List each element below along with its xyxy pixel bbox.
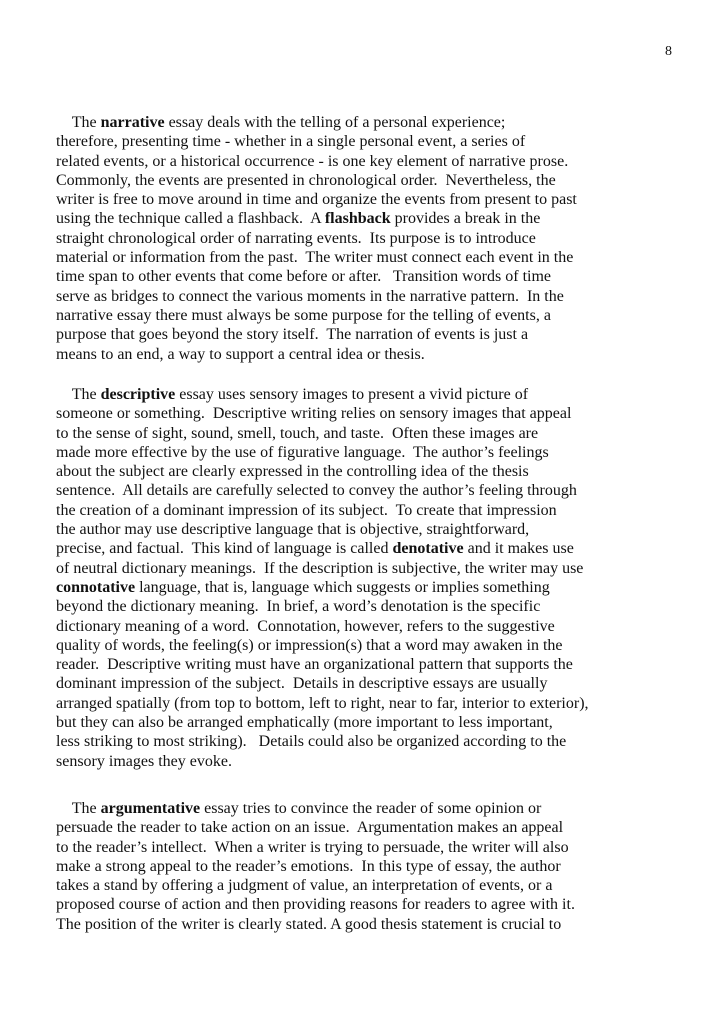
text-run: writer is free to move around in time and organize the events from present to past bbox=[56, 191, 577, 209]
text-run: therefore, presenting time - whether in a single personal event, a series of bbox=[56, 133, 526, 151]
text-line bbox=[56, 674, 589, 693]
text-line bbox=[56, 404, 589, 423]
text-run: The bbox=[56, 800, 101, 817]
text-line bbox=[56, 132, 577, 151]
text-line bbox=[56, 617, 589, 636]
text-line bbox=[56, 597, 589, 616]
text-run: essay uses sensory images to present a vivid picture of bbox=[175, 386, 529, 403]
bold-term: flashback bbox=[324, 210, 391, 228]
text-run: sensory images they evoke. bbox=[56, 752, 232, 770]
text-run: The position of the writer is clearly stated. A good thesis statement is crucial to bbox=[56, 915, 562, 933]
text-line bbox=[56, 443, 589, 462]
text-line bbox=[56, 578, 589, 597]
text-run: the author may use descriptive language that is objective, straightforward, bbox=[56, 521, 530, 539]
text-line bbox=[56, 694, 589, 713]
text-line bbox=[56, 345, 577, 364]
paragraph-narrative bbox=[56, 113, 577, 364]
text-run: precise, and factual. This kind of language is called bbox=[56, 540, 393, 558]
text-line bbox=[56, 267, 577, 286]
text-line bbox=[56, 713, 589, 732]
text-run: less striking to most striking). Details could also be organized according to the bbox=[56, 733, 567, 751]
text-run: essay tries to convince the reader of some opinion or bbox=[200, 800, 542, 817]
text-run: about the subject are clearly expressed in the controlling idea of the thesis bbox=[56, 463, 529, 481]
text-line bbox=[56, 171, 577, 190]
text-run: dictionary meaning of a word. Connotation, however, refers to the suggestive bbox=[56, 617, 555, 635]
text-run: Commonly, the events are presented in chronological order. Nevertheless, the bbox=[56, 171, 556, 189]
text-run: to the reader’s intellect. When a writer is trying to persuade, the writer will also bbox=[56, 838, 569, 856]
text-line bbox=[56, 481, 589, 500]
text-run: language, that is, language which suggests or implies something bbox=[135, 578, 550, 596]
text-run: narrative essay there must always be some purpose for the telling of events, a bbox=[56, 306, 551, 324]
text-line bbox=[56, 636, 589, 655]
text-run: The bbox=[56, 114, 101, 131]
text-run: make a strong appeal to the reader’s emotions. In this type of essay, the author bbox=[56, 857, 561, 875]
text-run: and it makes use bbox=[463, 540, 574, 558]
text-line bbox=[56, 915, 575, 934]
text-run: reader. Descriptive writing must have an organizational pattern that supports the bbox=[56, 656, 573, 674]
text-line bbox=[56, 229, 577, 248]
text-line bbox=[56, 559, 589, 578]
text-run: someone or something. Descriptive writing relies on sensory images that appeal bbox=[56, 405, 572, 423]
text-run: using the technique called a flashback. A bbox=[56, 210, 325, 228]
text-line bbox=[56, 752, 589, 771]
text-run: quality of words, the feeling(s) or impression(s) that a word may awaken in the bbox=[56, 636, 563, 654]
text-line bbox=[56, 539, 589, 558]
text-run: arranged spatially (from top to bottom, left to right, near to far, interior to exterior), bbox=[56, 694, 589, 712]
text-run: time span to other events that come before or after. Transition words of time bbox=[56, 268, 551, 286]
text-line bbox=[56, 152, 577, 171]
bold-term: connotative bbox=[56, 578, 136, 596]
text-run: takes a stand by offering a judgment of value, an interpretation of events, or a bbox=[56, 877, 553, 895]
text-line bbox=[56, 190, 577, 209]
text-line bbox=[56, 857, 575, 876]
text-run: purpose that goes beyond the story itself. The narration of events is just a bbox=[56, 326, 529, 344]
text-run: dominant impression of the subject. Details in descriptive essays are usually bbox=[56, 675, 548, 693]
text-run: sentence. All details are carefully selected to convey the author’s feeling through bbox=[56, 482, 577, 500]
page-number: 8 bbox=[665, 44, 672, 59]
text-run: to the sense of sight, sound, smell, touch, and taste. Often these images are bbox=[56, 424, 539, 442]
text-run: but they can also be arranged emphatically (more important to less important, bbox=[56, 714, 553, 732]
bold-term: argumentative bbox=[100, 800, 201, 817]
paragraph-descriptive bbox=[56, 385, 589, 771]
text-line bbox=[56, 424, 589, 443]
text-line bbox=[56, 818, 575, 837]
text-run: means to an end, a way to support a central idea or thesis. bbox=[56, 345, 425, 363]
text-line bbox=[56, 838, 575, 857]
text-run: of neutral dictionary meanings. If the description is subjective, the writer may use bbox=[56, 559, 584, 577]
text-line bbox=[56, 462, 589, 481]
text-line bbox=[56, 325, 577, 344]
text-run: straight chronological order of narrating events. Its purpose is to introduce bbox=[56, 229, 536, 247]
text-line bbox=[56, 248, 577, 267]
text-run: serve as bridges to connect the various moments in the narrative pattern. In the bbox=[56, 287, 564, 305]
text-run: proposed course of action and then providing reasons for readers to agree with it. bbox=[56, 896, 575, 914]
text-line bbox=[56, 385, 589, 404]
text-run: beyond the dictionary meaning. In brief, a word’s denotation is the specific bbox=[56, 598, 541, 616]
text-run: made more effective by the use of figurative language. The author’s feelings bbox=[56, 443, 549, 461]
text-line bbox=[56, 520, 589, 539]
bold-term: denotative bbox=[392, 540, 464, 558]
paragraph-argumentative bbox=[56, 799, 575, 934]
text-line bbox=[56, 209, 577, 228]
text-line bbox=[56, 655, 589, 674]
text-line bbox=[56, 306, 577, 325]
text-run: persuade the reader to take action on an issue. Argumentation makes an appeal bbox=[56, 819, 564, 837]
text-line bbox=[56, 876, 575, 895]
text-run: essay deals with the telling of a personal experience; bbox=[164, 114, 506, 131]
text-run: material or information from the past. The writer must connect each event in the bbox=[56, 249, 574, 267]
text-run: the creation of a dominant impression of its subject. To create that impression bbox=[56, 501, 557, 519]
text-run: The bbox=[56, 386, 101, 403]
text-run: related events, or a historical occurrence - is one key element of narrative prose. bbox=[56, 152, 569, 170]
text-line bbox=[56, 895, 575, 914]
text-line bbox=[56, 501, 589, 520]
text-line bbox=[56, 732, 589, 751]
text-line bbox=[56, 287, 577, 306]
text-line bbox=[56, 113, 577, 132]
text-line bbox=[56, 799, 575, 818]
text-run: provides a break in the bbox=[390, 210, 541, 228]
bold-term: narrative bbox=[100, 114, 165, 131]
bold-term: descriptive bbox=[100, 386, 176, 403]
